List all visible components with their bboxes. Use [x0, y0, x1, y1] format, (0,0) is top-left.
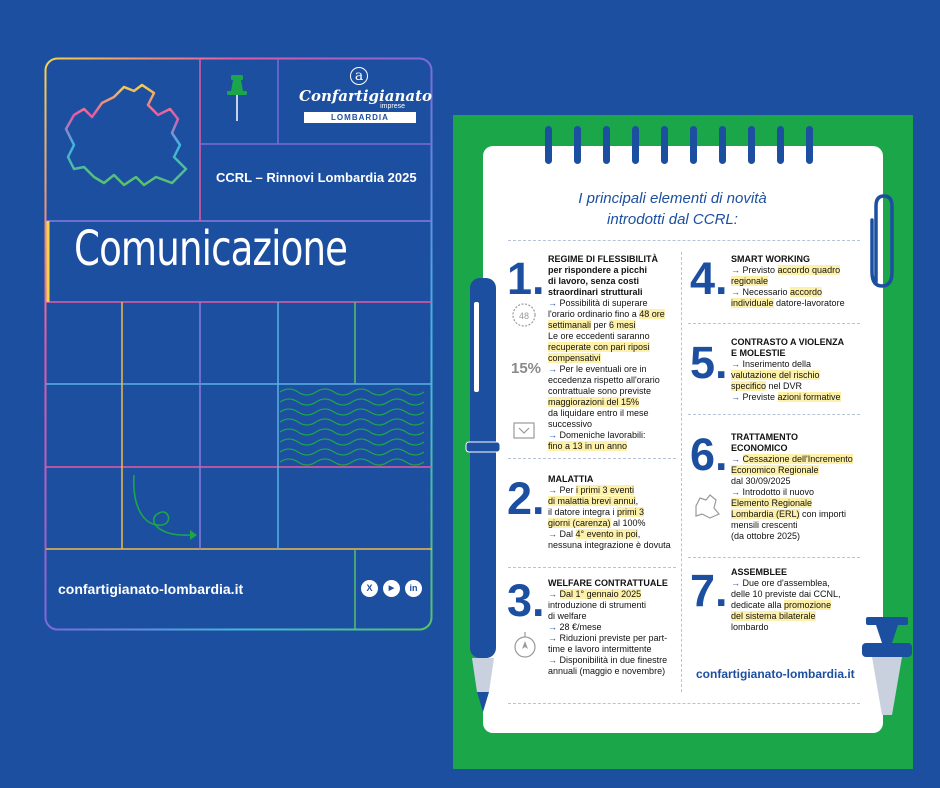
binder-ring — [545, 126, 552, 164]
text-span: Inserimento della — [742, 359, 812, 369]
section-line — [548, 589, 678, 600]
highlighted-text: 4° evento in poi — [575, 529, 638, 539]
text-span: Introdotto il nuovo — [742, 487, 815, 497]
section-assemblee — [731, 567, 866, 633]
divider-vertical — [681, 252, 682, 692]
divider — [688, 323, 860, 324]
arrow-icon: → — [548, 364, 560, 374]
text-span: per — [591, 320, 610, 330]
highlighted-text: i primi 3 eventi — [576, 485, 635, 495]
highlighted-text: Economico Regionale — [731, 465, 819, 475]
section-line — [548, 441, 678, 452]
arrow-icon: → — [548, 589, 560, 599]
section-title: WELFARE CONTRATTUALE — [548, 578, 668, 588]
section-line — [548, 386, 678, 397]
section-line — [731, 359, 866, 370]
arrow-icon: → — [731, 265, 743, 275]
section-line — [548, 518, 682, 529]
text-span: Disponibilità in due finestre — [559, 655, 668, 665]
poster-title: Comunicazione — [74, 221, 348, 277]
divider — [508, 703, 860, 704]
text-span: (da ottobre 2025) — [731, 531, 801, 541]
text-span: Possibilità di superare — [559, 298, 648, 308]
poster-url-link[interactable]: confartigianato-lombardia.it — [58, 581, 244, 597]
section-number: 4. — [690, 253, 728, 304]
section-title: TRATTAMENTO — [731, 432, 798, 442]
highlighted-text: Dal 1° gennaio 2025 — [559, 589, 642, 599]
section-line — [548, 485, 682, 496]
section-smart-working — [731, 254, 866, 309]
curved-arrow-icon — [134, 475, 190, 535]
section-line — [548, 419, 678, 430]
section-line — [548, 353, 678, 364]
text-span: introduzione di strumenti — [548, 600, 647, 610]
arrow-icon: → — [548, 622, 560, 632]
section-title: E MOLESTIE — [731, 348, 786, 358]
arrow-icon: → — [731, 287, 743, 297]
section-line — [548, 309, 678, 320]
highlighted-text: maggiorazioni del 15% — [548, 397, 640, 407]
arrow-icon: → — [548, 529, 560, 539]
text-span: Necessario — [742, 287, 791, 297]
wave-pattern — [280, 389, 424, 465]
text-span: con importi — [799, 509, 847, 519]
section-line — [548, 529, 682, 540]
logo-name: Confartigianato — [299, 87, 433, 105]
section-number: 1. — [507, 253, 545, 304]
text-span: contrattuale sono previste — [548, 386, 652, 396]
text-span: time e lavoro intermittente — [548, 644, 652, 654]
section-malattia — [548, 474, 682, 551]
arrow-icon: → — [731, 392, 743, 402]
section-line — [548, 320, 678, 331]
section-title: straordinari strutturali — [548, 287, 643, 297]
section-line — [548, 364, 678, 375]
section-line — [548, 375, 678, 386]
binder-ring — [661, 126, 668, 164]
section-number: 7. — [690, 565, 728, 616]
section-line — [548, 644, 678, 655]
section-number: 6. — [690, 429, 728, 480]
highlighted-text: settimanali — [548, 320, 592, 330]
section-line — [731, 381, 866, 392]
arrow-icon: → — [731, 359, 743, 369]
divider — [688, 557, 860, 558]
section-title: di lavoro, senza costi — [548, 276, 640, 286]
highlighted-text: giorni (carenza) — [548, 518, 611, 528]
highlighted-text: recuperate con pari riposi — [548, 342, 650, 352]
x-icon[interactable]: X — [361, 580, 378, 597]
text-span: nel DVR — [766, 381, 803, 391]
section-line — [731, 487, 866, 498]
youtube-icon[interactable]: ▶ — [383, 580, 400, 597]
arrow-icon: → — [731, 578, 743, 588]
text-span: al 100% — [610, 518, 646, 528]
highlighted-text: 48 ore — [639, 309, 665, 319]
text-span: di welfare — [548, 611, 587, 621]
logo-sub: imprese — [380, 103, 405, 110]
binder-ring — [632, 126, 639, 164]
binder-ring — [690, 126, 697, 164]
logo-symbol: a — [350, 67, 368, 85]
highlighted-text: di malattia brevi annui — [548, 496, 636, 506]
section-line — [731, 611, 866, 622]
text-span: lombardo — [731, 622, 769, 632]
binder-ring — [777, 126, 784, 164]
divider — [508, 567, 676, 568]
section-line — [548, 342, 678, 353]
section-title: ECONOMICO — [731, 443, 788, 453]
text-span: Per le eventuali ore in — [559, 364, 647, 374]
section-line — [548, 540, 682, 551]
section-line — [548, 611, 678, 622]
section-trattamento — [731, 432, 866, 542]
section-title: CONTRASTO A VIOLENZA — [731, 337, 845, 347]
section-line — [731, 392, 866, 403]
section-line — [731, 578, 866, 589]
highlighted-text: fino a 13 in un anno — [548, 441, 628, 451]
text-span: dedicate alla — [731, 600, 785, 610]
percent-icon: 15% — [511, 360, 542, 377]
divider — [508, 240, 860, 241]
section-line — [731, 454, 866, 465]
stamp-icon — [862, 615, 912, 725]
highlighted-text: del sistema bilaterale — [731, 611, 816, 621]
text-span: Per — [559, 485, 577, 495]
section-title: per rispondere a picchi — [548, 265, 648, 275]
arrow-icon: → — [548, 655, 560, 665]
highlighted-text: Elemento Regionale — [731, 498, 813, 508]
text-span: Due ore d'assemblea, — [742, 578, 830, 588]
section-flessibilita — [548, 254, 678, 452]
poster-grid — [44, 57, 433, 631]
section-line — [731, 298, 866, 309]
paperclip-icon — [866, 192, 898, 292]
text-span: da liquidare entro il mese — [548, 408, 649, 418]
card-url-link[interactable]: confartigianato-lombardia.it — [696, 667, 855, 681]
highlighted-text: valutazione del rischio — [731, 370, 820, 380]
section-line — [548, 666, 678, 677]
section-line — [548, 397, 678, 408]
section-line — [548, 622, 678, 633]
compass-icon — [512, 630, 538, 660]
text-span: eccedenza rispetto all'orario — [548, 375, 660, 385]
text-span: , — [637, 529, 641, 539]
text-span: Riduzioni previste per part- — [559, 633, 668, 643]
arrow-icon: → — [548, 430, 560, 440]
highlighted-text: 6 mesi — [609, 320, 636, 330]
section-title: SMART WORKING — [731, 254, 810, 264]
section-line — [548, 600, 678, 611]
text-span: l'orario ordinario fino a — [548, 309, 640, 319]
card-heading-line2: introdotti dal CCRL: — [607, 211, 738, 228]
section-line — [731, 589, 866, 600]
section-line — [548, 633, 678, 644]
section-line — [731, 287, 866, 298]
region-map-icon — [66, 85, 186, 185]
card-heading-line1: I principali elementi di novità — [578, 190, 767, 207]
highlighted-text: individuale — [731, 298, 774, 308]
clock-48-icon — [511, 302, 537, 328]
clock-48-label: 48 — [518, 311, 530, 321]
highlighted-text: regionale — [731, 276, 769, 286]
region-map-small-icon — [692, 492, 722, 522]
section-line — [731, 520, 866, 531]
text-span: delle 10 previste dai CCNL, — [731, 589, 841, 599]
binder-ring — [603, 126, 610, 164]
highlighted-text: promozione — [784, 600, 832, 610]
section-title: MALATTIA — [548, 474, 594, 484]
highlighted-text: Cessazione dell'Incremento — [742, 454, 853, 464]
section-line — [731, 265, 866, 276]
arrow-icon: → — [548, 298, 560, 308]
section-line — [731, 531, 866, 542]
text-span: 28 €/mese — [559, 622, 602, 632]
section-line — [731, 498, 866, 509]
section-line — [731, 509, 866, 520]
confartigianato-logo — [299, 67, 433, 123]
section-line — [731, 276, 866, 287]
highlighted-text: azioni formative — [777, 392, 841, 402]
highlighted-text: compensativi — [548, 353, 601, 363]
section-line — [731, 622, 866, 633]
text-span: Domeniche lavorabili: — [559, 430, 646, 440]
highlighted-text: Lombardia (ERL) — [731, 509, 800, 519]
arrow-icon: → — [548, 485, 560, 495]
divider — [688, 414, 860, 415]
arrow-icon: → — [731, 454, 743, 464]
section-welfare — [548, 578, 678, 677]
text-span: dal 30/09/2025 — [731, 476, 791, 486]
section-line — [548, 430, 678, 441]
divider — [508, 458, 676, 459]
section-number: 3. — [507, 575, 545, 626]
binder-ring — [574, 126, 581, 164]
highlighted-text: primi 3 — [617, 507, 645, 517]
linkedin-icon[interactable]: in — [405, 580, 422, 597]
section-line — [548, 331, 678, 342]
text-span: annuali (maggio e novembre) — [548, 666, 666, 676]
section-line — [548, 655, 678, 666]
section-line — [548, 408, 678, 419]
poster-subtitle: CCRL – Rinnovi Lombardia 2025 — [216, 170, 417, 185]
text-span: Previste — [742, 392, 778, 402]
highlighted-text: accordo quadro — [777, 265, 841, 275]
text-span: nessuna integrazione è dovuta — [548, 540, 671, 550]
calendar-icon — [512, 420, 536, 440]
binder-ring — [806, 126, 813, 164]
section-line — [731, 370, 866, 381]
text-span: successivo — [548, 419, 593, 429]
section-line — [548, 507, 682, 518]
section-line — [548, 298, 678, 309]
logo-region: LOMBARDIA — [304, 112, 416, 123]
highlighted-text: accordo — [790, 287, 823, 297]
section-line — [548, 496, 682, 507]
text-span: il datore integra i — [548, 507, 618, 517]
section-number: 5. — [690, 337, 728, 388]
pushpin-icon — [227, 75, 247, 121]
highlighted-text: specifico — [731, 381, 767, 391]
section-title: ASSEMBLEE — [731, 567, 788, 577]
text-span: datore-lavoratore — [773, 298, 845, 308]
section-title: REGIME DI FLESSIBILITÀ — [548, 254, 659, 264]
binder-ring — [748, 126, 755, 164]
text-span: Dal — [559, 529, 576, 539]
poster — [44, 57, 433, 631]
section-contrasto — [731, 337, 866, 403]
text-span: , — [635, 496, 639, 506]
pen-icon — [458, 272, 508, 717]
arrow-icon: → — [548, 633, 560, 643]
card-heading — [540, 188, 805, 230]
text-span: mensili crescenti — [731, 520, 798, 530]
text-span: Previsto — [742, 265, 778, 275]
section-line — [731, 465, 866, 476]
binder-ring — [719, 126, 726, 164]
text-span: Le ore eccedenti saranno — [548, 331, 650, 341]
section-number: 2. — [507, 473, 545, 524]
section-line — [731, 600, 866, 611]
section-line — [731, 476, 866, 487]
arrow-icon: → — [731, 487, 743, 497]
